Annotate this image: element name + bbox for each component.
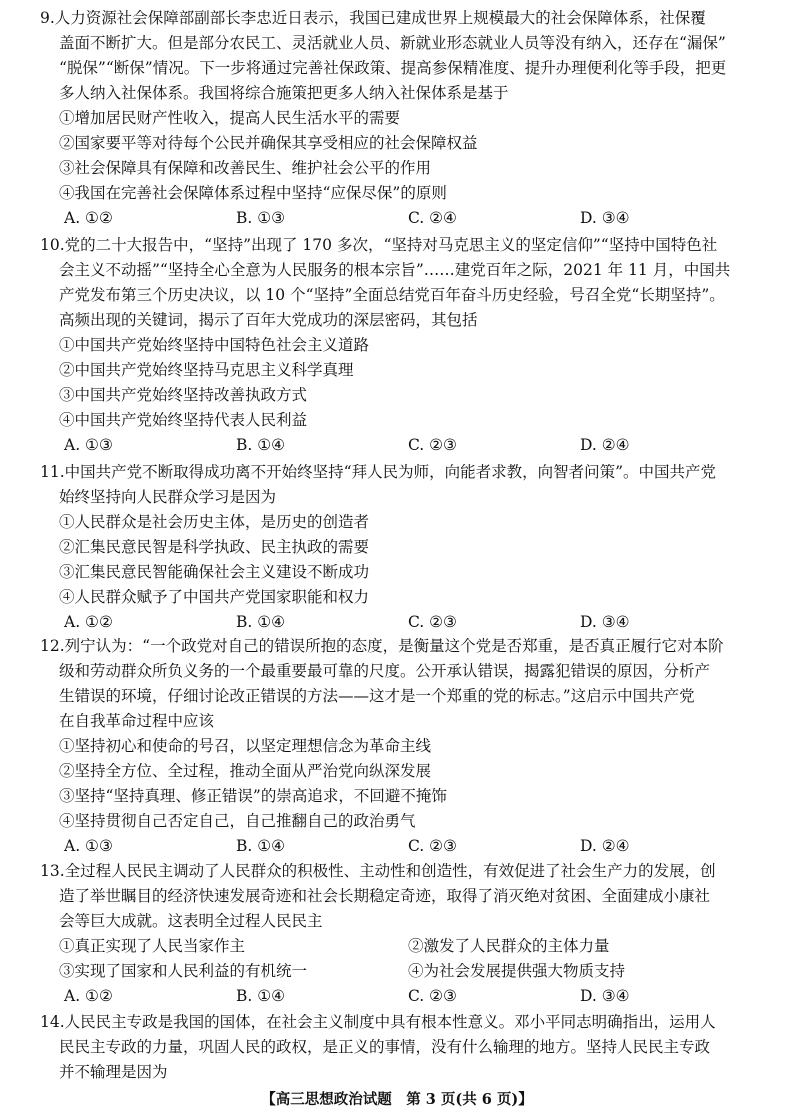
question-10	[40, 233, 780, 458]
answer-choices	[40, 433, 780, 458]
question-11	[40, 460, 780, 635]
question-stem-line: 级和劳动群众所负义务的一个最重要最可靠的尺度。公开承认错误，揭露犯错误的原因，分析产	[59, 662, 711, 680]
question-stem-line: 生错误的环境，仔细讨论改正错误的方法——这才是一个郑重的党的标志。”这启示中国共产党	[59, 687, 695, 705]
statement-row	[40, 959, 780, 984]
statement-row	[40, 934, 780, 959]
choice-a: A. ①③	[64, 436, 113, 454]
question-12	[40, 634, 780, 859]
statement: ③社会保障具有保障和改善民生、维护社会公平的作用	[59, 159, 432, 177]
question-stem-line: 会等巨大成就。这表明全过程人民民主	[59, 912, 323, 930]
question-14	[40, 1010, 780, 1085]
statement: ①真正实现了人民当家作主	[59, 937, 246, 955]
statement: ③汇集民意民智能确保社会主义建设不断成功	[59, 563, 370, 581]
choice-b: B. ①④	[236, 837, 286, 855]
choice-c: C. ②③	[408, 987, 457, 1005]
choice-b: B. ①③	[236, 209, 286, 227]
statement: ①增加居民财产性收入，提高人民生活水平的需要	[59, 109, 401, 127]
statement: ②国家要平等对待每个公民并确保其享受相应的社会保障权益	[59, 134, 478, 152]
question-stem-line: 民民主专政的力量，巩固人民的政权，是正义的事情，没有什么输理的地方。坚持人民民主专政	[59, 1038, 711, 1056]
choice-c: C. ②③	[408, 613, 457, 631]
question-stem-line: 造了举世瞩目的经济快速发展奇迹和社会长期稳定奇迹，取得了消灭绝对贫困、全面建成小康社	[59, 887, 711, 905]
question-stem-line: 在自我革命过程中应该	[59, 712, 215, 730]
question-stem-line: 盖面不断扩大。但是部分农民工、灵活就业人员、新就业形态就业人员等没有纳入，还存在“漏保”	[59, 34, 726, 52]
answer-choices	[40, 834, 780, 859]
statement: ②激发了人民群众的主体力量	[408, 937, 610, 955]
choice-c: C. ②④	[408, 209, 457, 227]
choice-a: A. ①②	[64, 987, 113, 1005]
choice-d: D. ③④	[580, 209, 630, 227]
question-stem-line: 高频出现的关键词，揭示了百年大党成功的深层密码，其包括	[59, 311, 478, 329]
choice-a: A. ①②	[64, 613, 113, 631]
choice-b: B. ①④	[236, 613, 286, 631]
question-9	[40, 6, 780, 231]
page-footer: 【高三思想政治试题 第 3 页(共 6 页)】	[261, 1091, 533, 1108]
statement: ④我国在完善社会保障体系过程中坚持“应保尽保”的原则	[59, 184, 447, 202]
statement: ①坚持初心和使命的号召，以坚定理想信念为革命主线	[59, 737, 432, 755]
answer-choices	[40, 984, 780, 1009]
question-stem-line: 14.人民民主专政是我国的国体，在社会主义制度中具有根本性意义。邓小平同志明确指出，运用人	[40, 1013, 716, 1031]
statement: ②坚持全方位、全过程，推动全面从严治党向纵深发展	[59, 762, 432, 780]
statement: ①人民群众是社会历史主体，是历史的创造者	[59, 513, 370, 531]
question-stem-line: 并不输理是因为	[59, 1063, 168, 1081]
question-stem-line: 12.列宁认为：“一个政党对自己的错误所抱的态度，是衡量这个党是否郑重，是否真正履行它对本阶	[40, 637, 724, 655]
choice-d: D. ③④	[580, 613, 630, 631]
choice-c: C. ②③	[408, 837, 457, 855]
statement: ③中国共产党始终坚持改善执政方式	[59, 386, 308, 404]
choice-b: B. ①④	[236, 436, 286, 454]
statement: ③实现了国家和人民利益的有机统一	[59, 962, 308, 980]
statement: ④坚持贯彻自己否定自己，自己推翻自己的政治勇气	[59, 812, 416, 830]
statement: ④人民群众赋予了中国共产党国家职能和权力	[59, 588, 370, 606]
statement: ②中国共产党始终坚持马克思主义科学真理	[59, 361, 354, 379]
question-stem-line: 始终坚持向人民群众学习是因为	[59, 488, 277, 506]
choice-a: A. ①②	[64, 209, 113, 227]
question-stem-line: 多人纳入社保体系。我国将综合施策把更多人纳入社保体系是基于	[59, 84, 509, 102]
choice-c: C. ②③	[408, 436, 457, 454]
statement: ①中国共产党始终坚持中国特色社会主义道路	[59, 336, 370, 354]
question-stem-line: 13.全过程人民民主调动了人民群众的积极性、主动性和创造性，有效促进了社会生产力的发展，创	[40, 862, 716, 880]
question-stem-line: 9.人力资源社会保障部副部长李忠近日表示，我国已建成世界上规模最大的社会保障体系，社保覆	[40, 9, 706, 27]
answer-choices	[40, 206, 780, 231]
question-13	[40, 859, 780, 1009]
choice-d: D. ②④	[580, 436, 630, 454]
statement: ②汇集民意民智是科学执政、民主执政的需要	[59, 538, 370, 556]
question-stem-line: “脱保”“断保”情况。下一步将通过完善社保政策、提高参保精准度、提升办理便利化等手段，把更	[59, 59, 727, 77]
statement: ④中国共产党始终坚持代表人民利益	[59, 411, 308, 429]
answer-choices	[40, 610, 780, 635]
statement: ③坚持“坚持真理、修正错误”的崇高追求，不回避不掩饰	[59, 787, 447, 805]
statement: ④为社会发展提供强大物质支持	[408, 962, 626, 980]
choice-a: A. ①③	[64, 837, 113, 855]
choice-d: D. ③④	[580, 987, 630, 1005]
question-stem-line: 产党发布第三个历史决议，以 10 个“坚持”全面总结党百年奋斗历史经验，号召全党“长期坚持”。	[59, 286, 725, 304]
choice-b: B. ①④	[236, 987, 286, 1005]
choice-d: D. ②④	[580, 837, 630, 855]
question-stem-line: 会主义不动摇”“坚持全心全意为人民服务的根本宗旨”……建党百年之际，2021 年 11 月，中国共	[59, 261, 731, 279]
question-stem-line: 10.党的二十大报告中，“坚持”出现了 170 多次，“坚持对马克思主义的坚定信仰”“坚持中国特色社	[40, 236, 718, 254]
question-stem-line: 11.中国共产党不断取得成功离不开始终坚持“拜人民为师，向能者求教，向智者问策”。中国共产党	[40, 463, 717, 481]
